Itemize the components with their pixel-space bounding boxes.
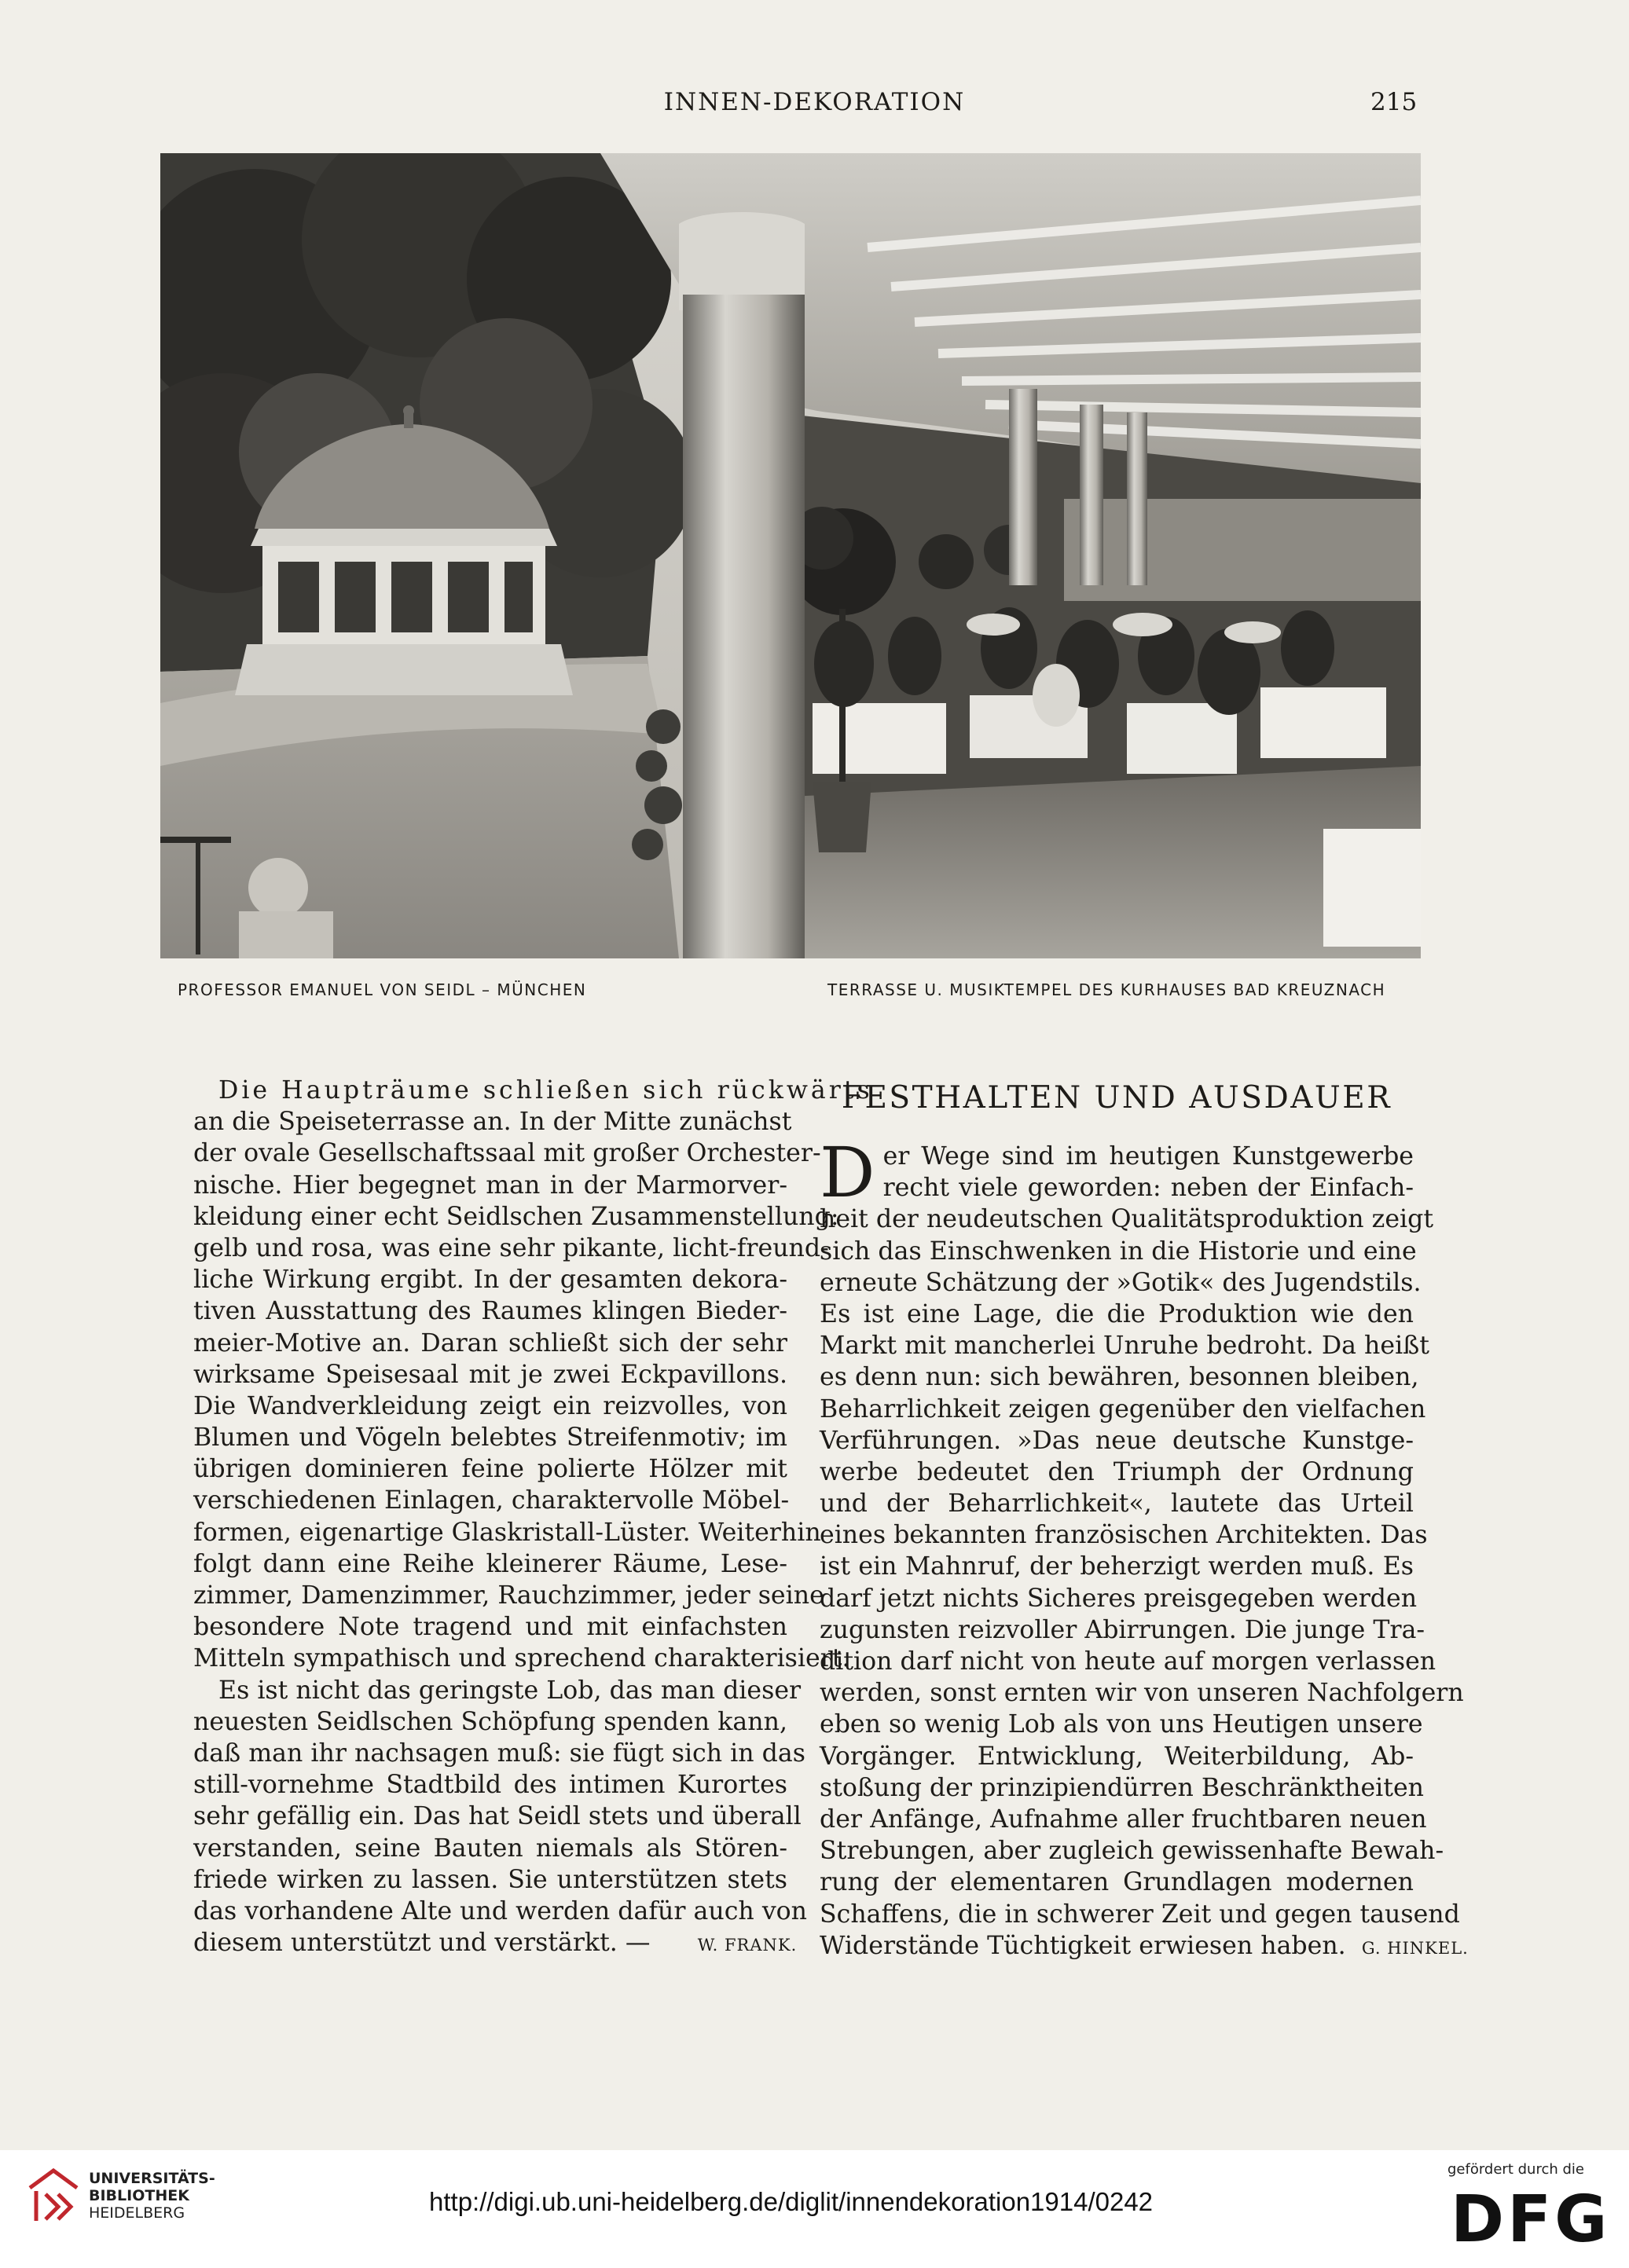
text-line: Beharrlichkeit zeigen gegenüber den vielfachen xyxy=(820,1394,1426,1423)
text-line: der Anfänge, Aufnahme aller fruchtbaren neuen xyxy=(820,1805,1427,1834)
text-line: ist ein Mahnruf, der beherzigt werden muß. Es xyxy=(820,1552,1414,1581)
article-heading: FESTHALTEN UND AUSDAUER xyxy=(841,1080,1392,1116)
text-line: Vorgänger. Entwicklung, Weiterbildung, Ab- xyxy=(820,1742,1414,1771)
text-line: daß man ihr nachsagen muß: sie fügt sich in das xyxy=(193,1739,805,1768)
text-line: Markt mit mancherlei Unruhe bedroht. Da heißt xyxy=(820,1332,1429,1361)
text-line: liche Wirkung ergibt. In der gesamten dekora- xyxy=(193,1266,787,1295)
text-line: kleidung einer echt Seidlschen Zusammenstellung: xyxy=(193,1202,839,1231)
text-line: er Wege sind im heutigen Kunstgewerbe xyxy=(882,1142,1414,1171)
text-line: werden, sonst ernten wir von unseren Nachfolgern xyxy=(820,1679,1464,1708)
text-line: Mitteln sympathisch und sprechend charakterisiert. xyxy=(193,1644,850,1673)
text-line-with-signature: Widerstände Tüchtigkeit erwiesen haben. G. HINKEL. xyxy=(820,1931,1469,1960)
text-line: zimmer, Damenzimmer, Rauchzimmer, jeder seine xyxy=(193,1581,824,1610)
text-line: der ovale Gesellschaftssaal mit großer Orchester- xyxy=(193,1139,821,1168)
text-line: Verführungen. »Das neue deutsche Kunstge- xyxy=(820,1426,1414,1455)
text-line: formen, eigenartige Glaskristall-Lüster. Weiterhin xyxy=(193,1518,821,1547)
text-line: es denn nun: sich bewähren, besonnen bleiben, xyxy=(820,1363,1419,1392)
text-line: neuesten Seidlschen Schöpfung spenden kann, xyxy=(193,1707,787,1736)
text-line: Schaffens, die in schwerer Zeit und gegen tausend xyxy=(820,1900,1460,1929)
text-line: eines bekannten französischen Architekten. Das xyxy=(820,1521,1428,1550)
text-line: darf jetzt nichts Sicheres preisgegeben werden xyxy=(820,1584,1418,1613)
text-line: gelb und rosa, was eine sehr pikante, licht-freund- xyxy=(193,1233,829,1262)
text-line: folgt dann eine Reihe kleinerer Räume, Lese- xyxy=(193,1549,787,1578)
funding-label: gefördert durch die xyxy=(1447,2161,1584,2178)
author-signature: W. FRANK. xyxy=(697,1936,798,1955)
text-line: still-vornehme Stadtbild des intimen Kurortes xyxy=(193,1771,787,1800)
text-line: erneute Schätzung der »Gotik« des Jugendstils. xyxy=(820,1268,1422,1297)
text-line: Es ist eine Lage, die die Produktion wie den xyxy=(820,1299,1414,1328)
text-line: recht viele geworden: neben der Einfach- xyxy=(882,1174,1414,1203)
text-line: dition darf nicht von heute auf morgen verlassen xyxy=(820,1647,1436,1676)
text-line: tiven Ausstattung des Raumes klingen Bieder- xyxy=(193,1297,787,1326)
text-line: eben so wenig Lob als von uns Heutigen unsere xyxy=(820,1710,1423,1739)
library-name: UNIVERSITÄTS- BIBLIOTHEK HEIDELBERG xyxy=(89,2170,215,2222)
text-line-with-signature: diesem unterstützt und verstärkt. — W. FRANK. xyxy=(193,1929,798,1958)
text-line: Blumen und Vögeln belebtes Streifenmotiv; im xyxy=(193,1423,787,1453)
permalink-url[interactable]: http://digi.ub.uni-heidelberg.de/diglit/innendekoration1914/0242 xyxy=(429,2187,1154,2216)
text-line: sehr gefällig ein. Das hat Seidl stets und überall xyxy=(193,1802,802,1831)
text-line: besondere Note tragend und mit einfachsten xyxy=(193,1613,787,1642)
page-number: 215 xyxy=(1370,88,1418,116)
text-line: verstanden, seine Bauten niemals als Stören- xyxy=(193,1834,787,1863)
text-line: und der Beharrlichkeit«, lautete das Urteil xyxy=(820,1489,1414,1519)
text-line: sich das Einschwenken in die Historie und eine xyxy=(820,1237,1417,1266)
text-line: werbe bedeutet den Triumph der Ordnung xyxy=(820,1457,1414,1486)
article-right-column xyxy=(820,1132,1469,1962)
text-line: zugunsten reizvoller Abirrungen. Die junge Tra- xyxy=(820,1615,1425,1644)
running-title: INNEN-DEKORATION xyxy=(663,88,966,116)
text-line: das vorhandene Alte und werden dafür auch von xyxy=(193,1896,808,1925)
text-line: wirksame Speisesaal mit je zwei Eckpavillons. xyxy=(193,1360,787,1389)
article-left-column xyxy=(193,1075,873,1958)
text-line: meier-Motive an. Daran schließt sich der sehr xyxy=(193,1328,787,1358)
text-line: heit der neudeutschen Qualitätsproduktion zeigt xyxy=(820,1205,1434,1234)
text-line: Strebungen, aber zugleich gewissenhafte Bewah- xyxy=(820,1837,1444,1866)
text-line: rung der elementaren Grundlagen modernen xyxy=(820,1868,1414,1897)
dfg-logo: DFG xyxy=(1451,2182,1611,2257)
photo-caption-architect: PROFESSOR EMANUEL VON SEIDL – MÜNCHEN xyxy=(178,980,587,999)
text-line: nische. Hier begegnet man in der Marmorver- xyxy=(193,1171,787,1200)
terrace-photograph xyxy=(160,153,1421,958)
text-line: Die Haupträume schließen sich rückwärts xyxy=(218,1076,873,1105)
university-library-logo-icon xyxy=(22,2164,85,2227)
photo-caption-subject: TERRASSE U. MUSIKTEMPEL DES KURHAUSES BAD KREUZNACH xyxy=(827,980,1386,999)
author-signature: G. HINKEL. xyxy=(1361,1938,1469,1958)
text-line: übrigen dominieren feine polierte Hölzer mit xyxy=(193,1455,787,1484)
text-line: verschiedenen Einlagen, charaktervolle Möbel- xyxy=(193,1486,790,1515)
text-line: Die Wandverkleidung zeigt ein reizvolles, von xyxy=(193,1391,787,1420)
text-line: Es ist nicht das geringste Lob, das man dieser xyxy=(218,1676,802,1705)
text-line: an die Speiseterrasse an. In der Mitte zunächst xyxy=(193,1108,792,1137)
drop-cap: D xyxy=(820,1132,875,1213)
text-line: friede wirken zu lassen. Sie unterstützen stets xyxy=(193,1865,787,1894)
photo-illustration xyxy=(160,153,1421,958)
text-line: stoßung der prinzipiendürren Beschränktheiten xyxy=(820,1773,1425,1802)
